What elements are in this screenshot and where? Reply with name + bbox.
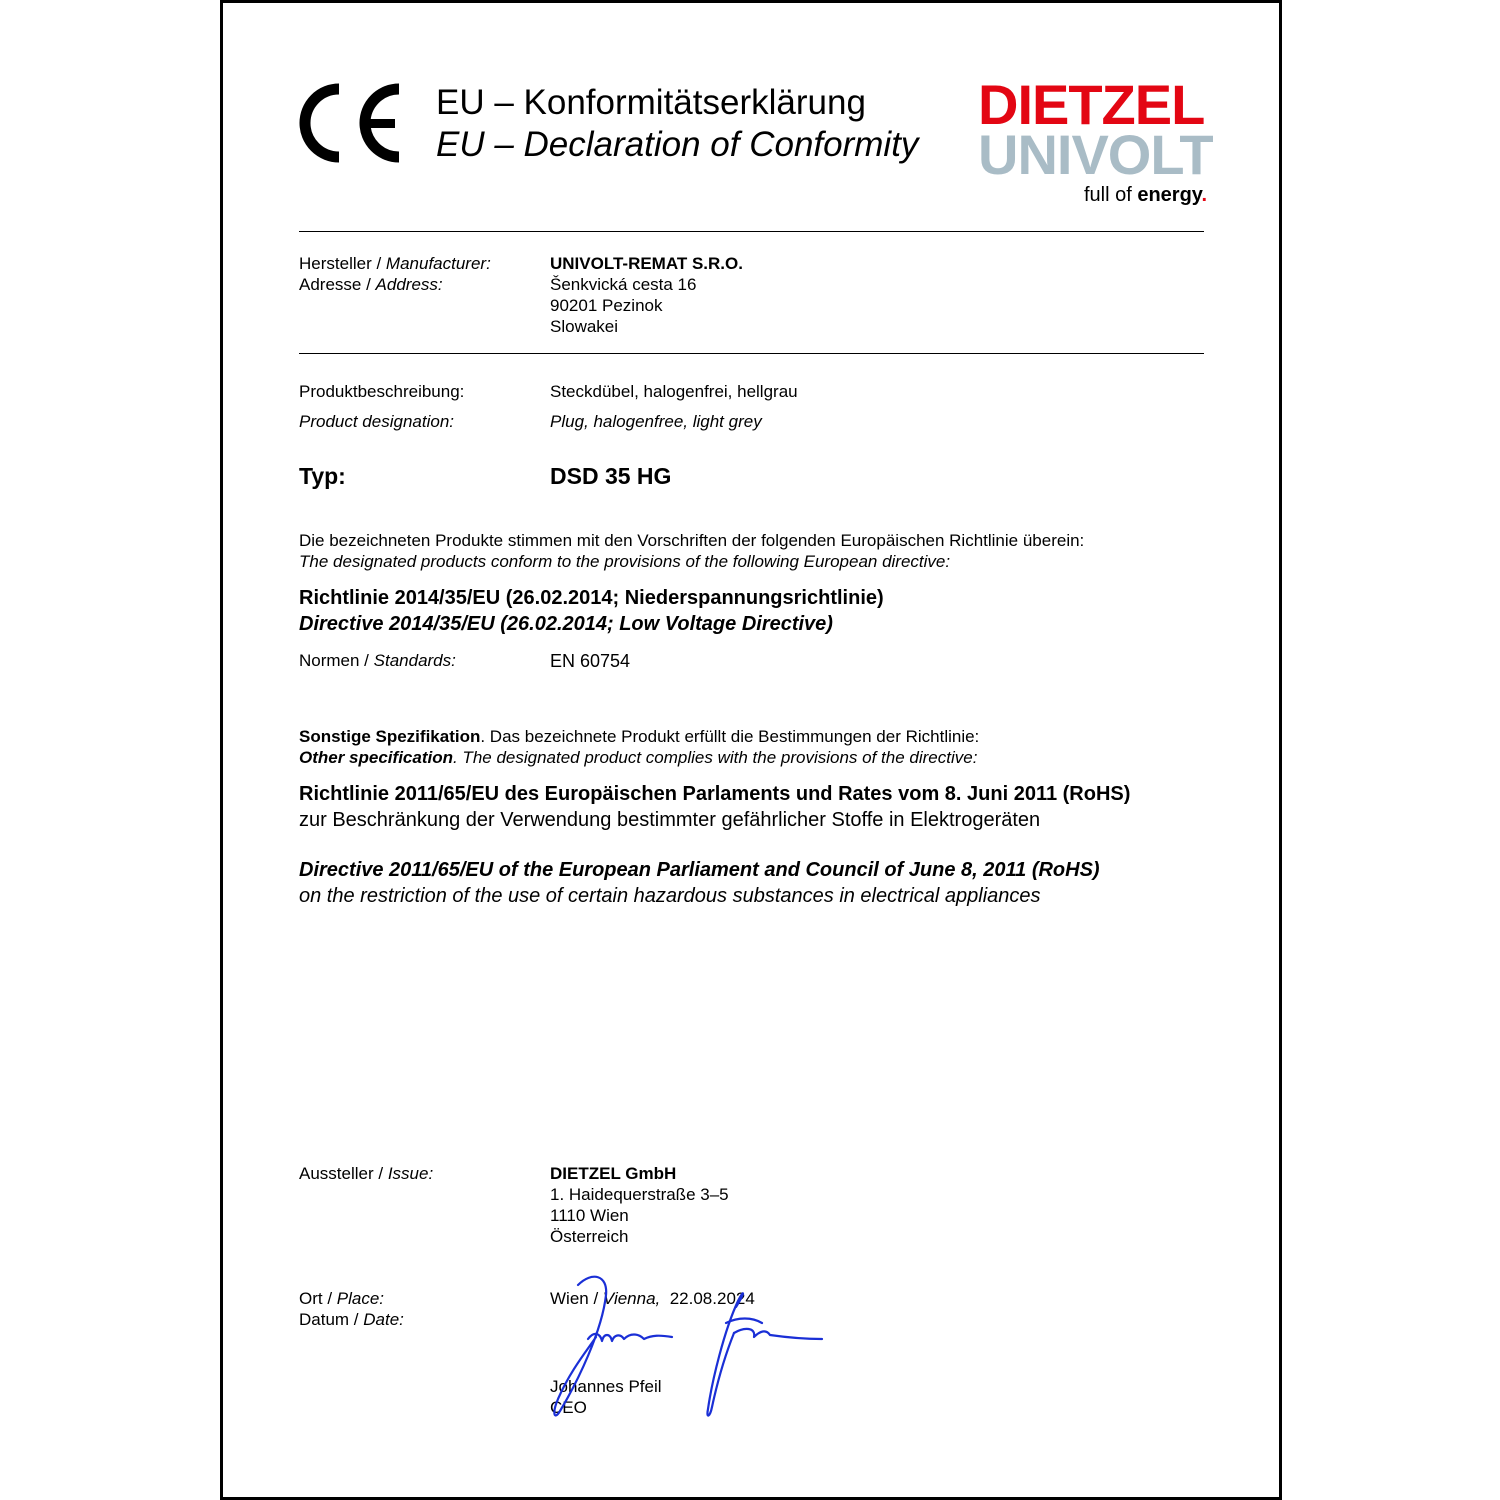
title-english: EU – Declaration of Conformity: [436, 125, 919, 164]
other-spec-de-bold: Sonstige Spezifikation: [299, 727, 481, 746]
product-label-de: Produktbeschreibung:: [299, 382, 465, 401]
issuer-address-line: Österreich: [550, 1227, 629, 1246]
declaration-page: [220, 0, 1282, 1500]
address-label-en: Address:: [375, 275, 443, 294]
dietzel-univolt-logo: [978, 73, 1213, 212]
standards-label-de: Normen /: [299, 651, 374, 670]
handwritten-signature: [548, 1271, 828, 1421]
manufacturer-name: UNIVOLT-REMAT S.R.O.: [550, 254, 743, 273]
date-value: 22.08.2024: [669, 1289, 755, 1308]
place-label: [299, 1288, 384, 1309]
signatory-role: CEO: [550, 1398, 587, 1417]
product-value-en: Plug, halogenfree, light grey: [550, 412, 762, 431]
logo-tagline: [1084, 183, 1207, 207]
date-label: [299, 1309, 404, 1330]
product-label-en: Product designation:: [299, 412, 454, 431]
manufacturer-address-line: 90201 Pezinok: [550, 296, 663, 315]
rohs-en-subtitle: on the restriction of the use of certain hazardous substances in electrical appliances: [299, 885, 1041, 907]
standards-value: EN 60754: [550, 651, 631, 671]
issuer-label: [299, 1163, 433, 1184]
other-spec-de-text: . Das bezeichnete Produkt erfüllt die Bestimmungen der Richtlinie:: [480, 727, 980, 746]
address-label-de: Adresse /: [299, 275, 376, 294]
issuer-address-line: 1. Haidequerstraße 3–5: [550, 1185, 729, 1204]
logo-dietzel: DIETZEL: [978, 73, 1205, 136]
other-spec-de: [299, 726, 979, 747]
standards-label: [299, 650, 456, 671]
place-label-de: Ort /: [299, 1289, 337, 1308]
place-label-en: Place:: [336, 1289, 385, 1308]
issuer-address-line: 1110 Wien: [550, 1206, 629, 1225]
other-spec-en: [299, 747, 977, 768]
place-value-de: Wien /: [550, 1289, 603, 1308]
other-spec-en-bold: Other specification: [299, 748, 453, 767]
manufacturer-label: [299, 253, 491, 274]
signatory-name: Johannes Pfeil: [550, 1377, 662, 1396]
logo-univolt: UNIVOLT: [978, 123, 1213, 186]
date-label-en: Date:: [363, 1310, 404, 1329]
place-value-en: Vienna,: [602, 1289, 661, 1308]
type-label: Typ:: [299, 463, 346, 489]
tagline-pre: full of: [1083, 184, 1138, 206]
rohs-de-subtitle: zur Beschränkung der Verwendung bestimmter gefährlicher Stoffe in Elektrogeräten: [299, 809, 1041, 831]
rohs-en-title: Directive 2011/65/EU of the European Parliament and Council of June 8, 2011 (RoHS): [299, 859, 1100, 881]
directive-en: Directive 2014/35/EU (26.02.2014; Low Voltage Directive): [299, 613, 833, 635]
date-label-de: Datum /: [299, 1310, 364, 1329]
tagline-bold: energy: [1137, 184, 1202, 206]
rohs-de-title: Richtlinie 2011/65/EU des Europäischen Parlaments und Rates vom 8. Juni 2011 (RoHS): [299, 783, 1131, 805]
tagline-dot: .: [1201, 184, 1207, 206]
conformity-intro-en: The designated products conform to the provisions of the following European directive:: [299, 552, 951, 571]
manufacturer-label-en: Manufacturer:: [385, 254, 491, 273]
issuer-label-de: Aussteller /: [299, 1164, 388, 1183]
standards-label-en: Standards:: [373, 651, 456, 670]
issuer-name: DIETZEL GmbH: [550, 1164, 677, 1183]
address-label: [299, 274, 443, 295]
issuer-label-en: Issue:: [387, 1164, 434, 1183]
manufacturer-address-line: Slowakei: [550, 317, 619, 336]
product-value-de: Steckdübel, halogenfrei, hellgrau: [550, 382, 798, 401]
title-german: EU – Konformitätserklärung: [436, 83, 866, 122]
ce-mark-icon: [299, 83, 405, 163]
manufacturer-address-line: Šenkvická cesta 16: [550, 275, 697, 294]
other-spec-en-text: . The designated product complies with the provisions of the directive:: [452, 748, 978, 767]
type-value: DSD 35 HG: [550, 463, 672, 489]
divider-top: [299, 231, 1204, 232]
directive-de: Richtlinie 2014/35/EU (26.02.2014; Niederspannungsrichtlinie): [299, 587, 884, 609]
manufacturer-label-de: Hersteller /: [299, 254, 386, 273]
conformity-intro-de: Die bezeichneten Produkte stimmen mit den Vorschriften der folgenden Europäischen Richtlinie überein:: [299, 531, 1085, 550]
divider-middle: [299, 353, 1204, 354]
